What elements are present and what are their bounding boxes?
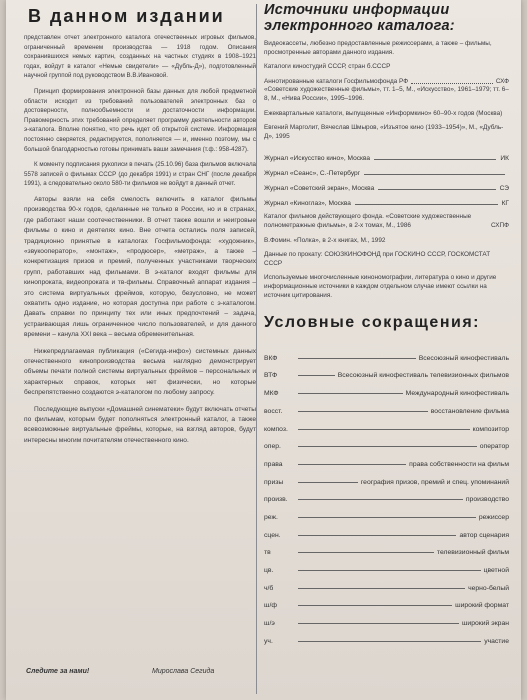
abbreviation-leader-line	[298, 605, 452, 606]
abbreviation-value: автор сценария	[459, 531, 509, 539]
abbreviation-key: опер.	[264, 443, 281, 451]
abbreviation-key: тв	[264, 549, 271, 557]
abbreviation-leader-line	[298, 464, 406, 465]
abbreviation-row	[264, 539, 509, 557]
source-code: СХФ	[495, 77, 509, 85]
abbreviation-row	[264, 574, 509, 592]
abbreviation-row	[264, 609, 509, 627]
left-column	[24, 6, 256, 452]
journal-code: ИК	[500, 155, 509, 163]
journal-name: Журнал «Сеанс», С.-Петербург	[264, 170, 361, 178]
monographs-note: Используемые многочисленные кинономографии, литература о кино и другие информационные источники в каждом отдельном случае имеют ссылки на источник цитирования.	[264, 274, 497, 299]
abbreviation-value: режиссер	[478, 513, 509, 521]
abbreviation-value: участие	[484, 637, 509, 645]
abbreviation-value: Всесоюзный кинофестиваль телевизионных фильмов	[337, 372, 509, 380]
footer-author: Мирослава Сегида	[152, 668, 215, 675]
abbreviation-key: ш/ф	[264, 602, 277, 610]
source-text: Аннотированные каталоги Госфильмофонда РФ	[264, 77, 409, 85]
abbreviation-key: ш/э	[264, 620, 275, 628]
paragraph-6: Последующие выпуски «Домашней синематеки» будут включать отчеты по фильмам, которым будет пополняться электронный каталог, а также всевозможные виртуальные фреймы, которые, на взгляд авторов, будут интересны многим почитателям отечественного кино.	[24, 405, 256, 444]
abbreviation-value: Международный кинофестиваль	[405, 390, 509, 398]
abbreviation-leader-line	[298, 517, 476, 518]
source-item	[264, 63, 509, 72]
abbreviation-leader-line	[298, 411, 428, 412]
abbreviation-leader-line	[298, 446, 477, 447]
abbreviation-value: производство	[465, 496, 509, 504]
catalog-text: Каталог фильмов действующего фонда. «Советские художественные полнометражные фильмы», в 2-х томах, М., 1986	[264, 213, 472, 229]
abbreviation-row	[264, 397, 509, 415]
journal-name: Журнал «Советский экран», Москва	[264, 185, 375, 193]
journal-code: СЭ	[499, 185, 509, 193]
abbreviation-key: уч.	[264, 637, 273, 645]
abbreviation-row	[264, 450, 509, 468]
source-item: Ежеквартальные каталоги, выпущенные «Информкино» 60–90-х годов (Москва)	[264, 109, 503, 117]
abbreviation-value: география призов, премий и спец. упоминаний	[360, 478, 509, 486]
abbreviation-key: композ.	[264, 425, 288, 433]
abbreviation-key: ВТФ	[264, 372, 278, 380]
fomin-source: В.Фомин. «Полка», в 2-х книгах, М., 1992	[264, 236, 386, 244]
abbreviation-leader-line	[298, 641, 481, 642]
abbreviation-row	[264, 344, 509, 362]
abbreviation-key: призы	[264, 478, 284, 486]
abbreviation-row	[264, 433, 509, 451]
abbreviation-key: ч/б	[264, 584, 274, 592]
footer-call: Следите за нами!	[26, 668, 90, 675]
paragraph-4: Авторы взяли на себя смелость включить в каталог фильмы производства 90-х годов, сделанные не только в России, но и в странах, где работают наши соотечественники. В отчет также вошли и неигровые фильмы о кино и деятелях кино. Вне отчета остались поля записей, традиционно принятые в каталогах Госфильмофонда: «художник», «звукооператор», «монтаж», «продюсер», «метраж», а также – конкретизация призов и премий, полученных участниками творческих групп, работавших над фильмами. В э-каталог входят фильмы для кинопроката, видеопроката и тв-фильмы. Справочный аппарат издания – это система виртуальных фреймов, которую, безусловно, не может охватить одно издание, но которая доступна при работе с э-каталогом. Давать справки по принципу тех или иных предпочтений – задача, устраивающая лишь ограниченное число пользователей, и для данного времени – канула XXI века – весьма обременительная.	[24, 195, 256, 339]
journal-code: КГ	[501, 200, 509, 208]
abbreviation-leader-line	[298, 570, 481, 571]
abbreviation-leader-line	[298, 482, 358, 483]
abbreviation-value: цветной	[483, 567, 509, 575]
abbreviation-row	[264, 556, 509, 574]
paragraph-1: представлен отчет электронного каталога отечественных игровых фильмов, ограниченный временем производства — 1918 годом. Описания сохранившихся немых картин, созданных на частных студиях в 1908–1921 годах, войдут в каталог «Немые свидетели» — «Дубль-Д»), подготовленный научной группой под руководством В.В.Ивановой.	[24, 34, 256, 80]
column-divider	[256, 4, 257, 694]
journal-name: Журнал «Киноглаз», Москва	[264, 200, 351, 208]
abbreviation-leader-line	[298, 499, 463, 500]
source-item: Евгений Марголит, Вячеслав Шмыров, «Изъятое кино (1933–1954)», М., «Дубль-Д», 1995	[264, 124, 504, 140]
abbreviation-leader-line	[298, 375, 335, 376]
abbreviation-key: ВКФ	[264, 354, 278, 362]
abbreviation-leader-line	[298, 393, 403, 394]
journal-name: Журнал «Искусство кино», Москва	[264, 155, 371, 163]
abbreviation-leader-line	[298, 552, 434, 553]
document-page	[6, 0, 521, 700]
abbreviation-row	[264, 468, 509, 486]
abbreviation-leader-line	[298, 588, 465, 589]
abbreviation-row	[264, 415, 509, 433]
abbreviation-value: Всесоюзный кинофестиваль	[418, 354, 509, 362]
abbreviation-row	[264, 627, 509, 645]
abbreviation-key: произв.	[264, 496, 288, 504]
abbreviation-value: черно-белый	[468, 584, 509, 592]
abbreviation-value: права собственности на фильм	[409, 460, 509, 468]
abbreviations-list	[264, 344, 509, 645]
source-item	[264, 78, 509, 104]
abbreviation-value: восстановление фильма	[430, 407, 509, 415]
abbreviation-row	[264, 521, 509, 539]
right-column	[264, 2, 509, 645]
left-footer	[26, 668, 254, 675]
abbreviation-key: цв.	[264, 567, 274, 575]
journal-row	[264, 192, 509, 207]
paragraph-2: Принцип формирования электронной базы данных для любой предметной области исходит из требований пользователей электронных баз о достоверности, полнообъемности и достаточности информации. Правомерность этих требований определяет программу деятельности авторов э-каталога. Вполне понятно, что речь идет об открытой системе. Информация постоянно сверяется, редактируется, пополняется — и, именно поэтому, мы с большой благодарностью готовы принимать ваши замечания (т.ф.: 958-4287).	[24, 87, 256, 153]
abbreviations-title: Условные сокращения:	[264, 314, 480, 332]
abbreviation-key: права	[264, 460, 283, 468]
abbreviation-leader-line	[298, 535, 456, 536]
abbreviation-key: реж.	[264, 513, 278, 521]
catalog-note	[264, 213, 509, 230]
paragraph-5: Нижепредлагаемая публикация («Сегида-инфо») системных данных отечественного кинопроизводства весьма наглядно демонстрирует объемы печати полной системы виртуальных фреймов – персональных и характерных справок, которых нет физически, но которые беспрепятственно создаются э-каталогом по любому запросу.	[24, 347, 256, 397]
right-title: Источники информации электронного каталога:	[264, 2, 455, 34]
paragraph-3: К моменту подписания рукописи в печать (25.10.96) база фильмов включала 5578 записей о фильмах СССР (до декабря 1991) и стран СНГ (после декабря 1991), а следовательно около 580-ти фильмов не войдут в данный отчет.	[24, 161, 256, 188]
abbreviation-row	[264, 592, 509, 610]
abbreviation-leader-line	[298, 358, 416, 359]
abbreviation-key: восст.	[264, 407, 283, 415]
journal-row	[264, 162, 509, 177]
abbreviation-key: сцен.	[264, 531, 281, 539]
abbreviation-row	[264, 486, 509, 504]
source-text: «Советские художественные фильмы», тт. 1–5, М., «Искусство», 1961–1979; тт. 6–8, М., «Нива России», 1995–1996.	[264, 86, 509, 102]
abbreviation-value: широкий формат	[455, 602, 509, 610]
journal-row	[264, 147, 509, 162]
abbreviation-value: широкий экран	[461, 620, 509, 628]
abbreviation-leader-line	[298, 623, 459, 624]
abbreviation-row	[264, 362, 509, 380]
abbreviation-row	[264, 503, 509, 521]
abbreviation-value: телевизионный фильм	[436, 549, 509, 557]
abbreviation-key: МКФ	[264, 390, 279, 398]
journal-row	[264, 177, 509, 192]
catalog-code: СХПФ	[491, 221, 509, 229]
rental-source: Данные по прокату: СОЮЗКИНОФОНД при ГОСКИНО СССР, ГОСКОМСТАТ СССР	[264, 251, 491, 267]
sources-intro: Видеокассеты, любезно предоставленные режиссерами, а также – фильмы, просмотренные авторами данного издания.	[264, 40, 492, 56]
abbreviation-row	[264, 379, 509, 397]
source-text: Каталоги киностудий СССР, стран б.СССР	[264, 63, 391, 71]
abbreviation-value: композитор	[472, 425, 509, 433]
left-title: В данном издании	[28, 6, 225, 26]
abbreviation-leader-line	[298, 429, 470, 430]
abbreviation-value: оператор	[479, 443, 509, 451]
